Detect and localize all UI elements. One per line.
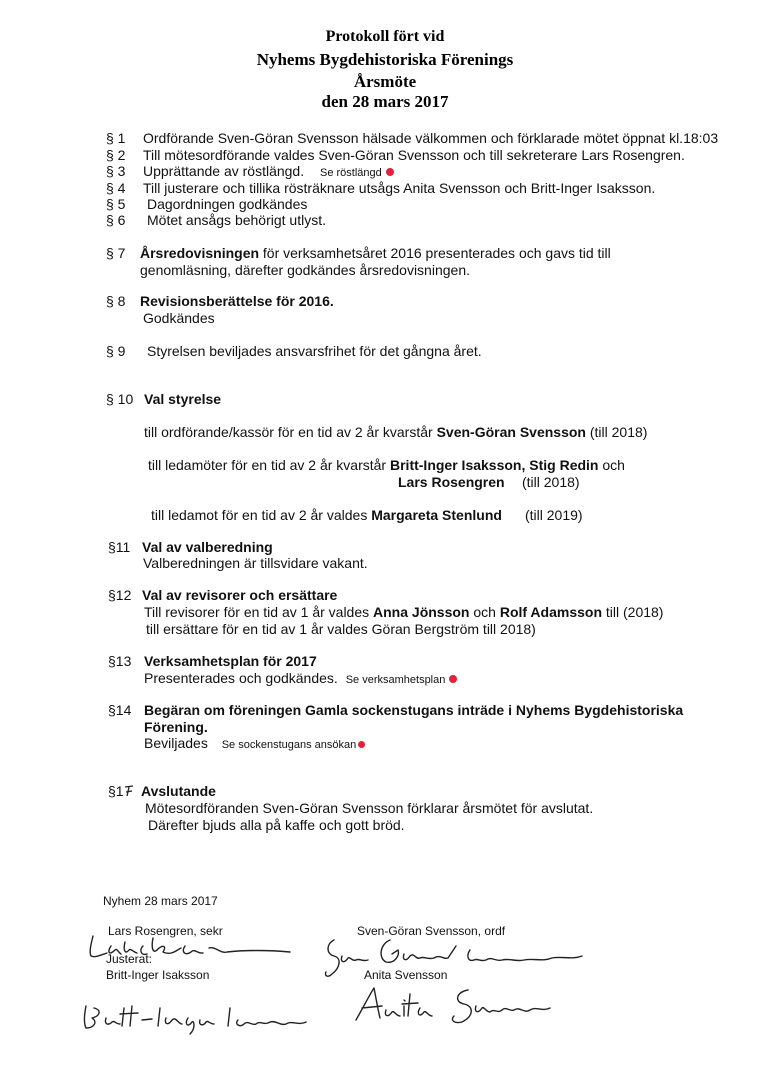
handwritten-correction-icon (124, 784, 136, 798)
para-2-text: Till mötesordförande valdes Sven-Göran Svensson och till sekreterare Lars Rosengren. (143, 147, 685, 163)
red-dot-icon (449, 675, 457, 683)
para-7-number: § 7 (106, 245, 126, 261)
para-15-line-3: Därefter bjuds alla på kaffe och gott bröd. (148, 817, 405, 833)
red-dot-icon (358, 741, 365, 748)
adjuster-1-name: Britt-Inger Isaksson (106, 968, 210, 982)
para-10-l1-year: (till 2018) (585, 424, 648, 440)
para-13-line-2 (144, 670, 457, 689)
para-5-text: Dagordningen godkändes (147, 196, 308, 212)
para-14-heading-2: Förening. (144, 719, 208, 735)
para-3-text: Upprättande av röstlängd. (143, 163, 305, 179)
para-11-number: §11 (108, 539, 131, 555)
place-date: Nyhem 28 mars 2017 (103, 894, 218, 908)
para-10-l3-name: Lars Rosengren (398, 474, 505, 490)
para-15-number (108, 783, 136, 800)
para-14-number: §14 (108, 702, 132, 718)
adjuster-2-name: Anita Svensson (364, 968, 448, 982)
para-10-l4-text: till ledamot för en tid av 2 år valdes (151, 507, 372, 523)
para-2-number: § 2 (106, 147, 126, 163)
para-10-l4-name: Margareta Stenlund (371, 507, 502, 523)
signature-anita-svensson (350, 984, 560, 1028)
para-10-l3-year: (till 2018) (522, 474, 580, 490)
para-10-line-1 (144, 424, 647, 441)
signature-sven-goran-svensson (320, 936, 590, 984)
para-12-line-3: till ersättare för en tid av 1 år valdes Göran Bergström till 2018) (146, 621, 536, 637)
para-5-number: § 5 (106, 196, 126, 212)
para-12-l1-a: Till revisorer för en tid av 1 år valdes (144, 604, 374, 620)
doc-title-line-3: Årsmöte (353, 72, 417, 91)
signature-britt-inger-isaksson (80, 998, 320, 1038)
signature-lars-rosengren (85, 928, 295, 968)
doc-title-line-1: Protokoll fört vid (325, 28, 445, 45)
para-3-number: § 3 (106, 163, 126, 179)
para-12-auditor-1: Anna Jönsson (373, 604, 470, 620)
para-12-line-2 (144, 604, 663, 621)
chair-name: Sven-Göran Svensson, ordf (357, 924, 506, 938)
para-9-text: Styrelsen beviljades ansvarsfrihet för det gångna året. (147, 343, 482, 359)
red-dot-icon (386, 168, 394, 176)
para-10-l2-tail: och (598, 457, 625, 473)
para-1-number: § 1 (106, 130, 126, 146)
para-10-l1-text: till ordförande/kassör för en tid av 2 år kvarstår (144, 424, 437, 440)
para-10-l2-text: till ledamöter för en tid av 2 år kvarstår (148, 457, 390, 473)
para-12-l1-c: till (2018) (602, 604, 664, 620)
para-1-text: Ordförande Sven-Göran Svensson hälsade välkommen och förklarade mötet öppnat kl.18:03 (143, 130, 719, 146)
para-10-l4-year: (till 2019) (525, 507, 583, 523)
para-7-text: för verksamhetsåret 2016 presenterades och gavs tid till (259, 245, 611, 261)
para-10-l2-names: Britt-Inger Isaksson, Stig Redin (390, 457, 599, 473)
para-14-text: Beviljades (144, 735, 208, 751)
para-7-line-2: genomläsning, därefter godkändes årsredovisningen. (140, 262, 470, 278)
para-14-note: Se sockenstugans ansökan (221, 739, 357, 751)
para-12-heading: Val av revisorer och ersättare (142, 587, 338, 603)
para-15-line-2: Mötesordföranden Sven-Göran Svensson förklarar årsmötet för avslutat. (145, 800, 594, 816)
para-14-line-3 (144, 735, 365, 754)
para-11-line-2: Valberedningen är tillsvidare vakant. (143, 555, 368, 571)
para-13-note: Se verksamhetsplan (345, 674, 446, 686)
para-7-heading: Årsredovisningen (140, 245, 260, 261)
para-11-heading: Val av valberedning (142, 539, 273, 555)
para-10-number: § 10 (106, 391, 134, 407)
para-10-line-2 (148, 457, 625, 474)
para-7-line-1 (140, 245, 611, 262)
para-6-text: Mötet ansågs behörigt utlyst. (147, 212, 326, 228)
doc-title-line-4: den 28 mars 2017 (321, 92, 449, 111)
para-6-number: § 6 (106, 212, 126, 228)
para-15-heading: Avslutande (141, 783, 216, 799)
para-3-note: Se röstlängd (320, 167, 382, 179)
para-14-heading: Begäran om föreningen Gamla sockenstugans inträde i Nyhems Bygdehistoriska (144, 702, 684, 718)
para-10-l1-name: Sven-Göran Svensson (436, 424, 586, 440)
para-12-l1-b: och (469, 604, 500, 620)
para-8-heading: Revisionsberättelse för 2016. (140, 293, 334, 309)
para-8-line-2: Godkändes (143, 310, 215, 326)
para-10-line-4 (151, 507, 502, 524)
para-12-number: §12 (108, 587, 132, 603)
para-9-number: § 9 (106, 343, 126, 359)
para-4-text: Till justerare och tillika rösträknare utsågs Anita Svensson och Britt-Inger Isaksson. (143, 180, 656, 196)
para-13-heading: Verksamhetsplan för 2017 (144, 653, 317, 669)
para-15-number-text: §1 (108, 783, 124, 799)
para-8-number: § 8 (106, 293, 126, 309)
secretary-name: Lars Rosengren, sekr (108, 924, 223, 938)
para-10-heading: Val styrelse (144, 391, 222, 407)
para-4-number: § 4 (106, 180, 126, 196)
adjusted-label: Justerat: (106, 952, 153, 966)
para-13-text: Presenterades och godkändes. (144, 670, 338, 686)
para-13-number: §13 (108, 653, 132, 669)
doc-title-line-2: Nyhems Bygdehistoriska Förenings (256, 50, 514, 69)
para-12-auditor-2: Rolf Adamsson (499, 604, 602, 620)
